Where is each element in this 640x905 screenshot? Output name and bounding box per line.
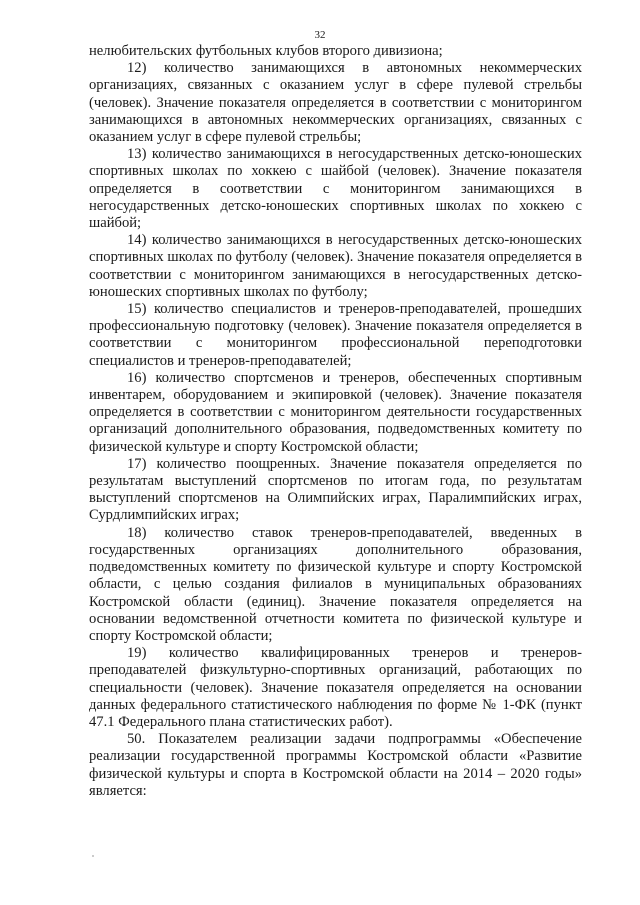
- clause-50: 50. Показателем реализации задачи подпрограммы «Обеспечение реализации государственной программы Костромской области «Развитие физической культуры и спорта в Костромской области на 2014 – 2020 годы» является:: [89, 731, 582, 799]
- list-item-14: 14) количество занимающихся в негосударственных детско-юношеских спортивных школах по футболу (человек). Значение показателя определяется в соответствии с мониторингом занимающихся в негосударственных детско-юношеских спортивных школах по футболу;: [89, 232, 582, 300]
- document-body: [89, 43, 582, 800]
- paragraph-continuation: нелюбительских футбольных клубов второго дивизиона;: [89, 43, 443, 59]
- list-item-12: 12) количество занимающихся в автономных некоммерческих организациях, связанных с оказанием услуг в сфере пулевой стрельбы (человек). Значение показателя определяется в соответствии с мониторингом занимающихся в автономных некоммерческих организациях, связанных с оказанием услуг в сфере пулевой стрельбы;: [89, 60, 582, 146]
- list-item-18: 18) количество ставок тренеров-преподавателей, введенных в государственных организациях дополнительного образования, подведомственных комитету по физической культуре и спорту Костромской области, с целью создания филиалов в муниципальных образованиях Костромской области (единиц). Значение показателя определяется на основании ведомственной отчетности комитета по физической культуре и спорту Костромской области;: [89, 524, 582, 644]
- list-item-13: 13) количество занимающихся в негосударственных детско-юношеских спортивных школах по хоккею с шайбой (человек). Значение показателя определяется в соответствии с мониторингом занимающихся в негосударственных детско-юношеских спортивных школах по хоккею с шайбой;: [89, 146, 582, 232]
- list-item-15: 15) количество специалистов и тренеров-преподавателей, прошедших профессиональную подготовку (человек). Значение показателя определяется в соответствии с мониторингом профессиональной переподготовки специалистов и тренеров-преподавателей;: [89, 301, 582, 369]
- scan-speck: [92, 855, 94, 857]
- page-number: 32: [314, 29, 326, 41]
- list-item-16: 16) количество спортсменов и тренеров, обеспеченных спортивным инвентарем, оборудованием и экипировкой (человек). Значение показателя определяется в соответствии с мониторингом деятельности государственных организаций дополнительного образования, подведомственных комитету по физической культуре и спорту Костромской области;: [89, 369, 582, 455]
- list-item-19: 19) количество квалифицированных тренеров и тренеров-преподавателей физкультурно-спортивных организаций, работающих по специальности (человек). Значение показателя определяется на основании данных федерального статистического наблюдения по форме № 1-ФК (пункт 47.1 Федерального плана статистических работ).: [89, 645, 582, 730]
- list-item-17: 17) количество поощренных. Значение показателя определяется по результатам выступлений спортсменов по итогам года, по результатам выступлений спортсменов на Олимпийских играх, Паралимпийских играх, Сурдлимпийских играх;: [89, 455, 582, 524]
